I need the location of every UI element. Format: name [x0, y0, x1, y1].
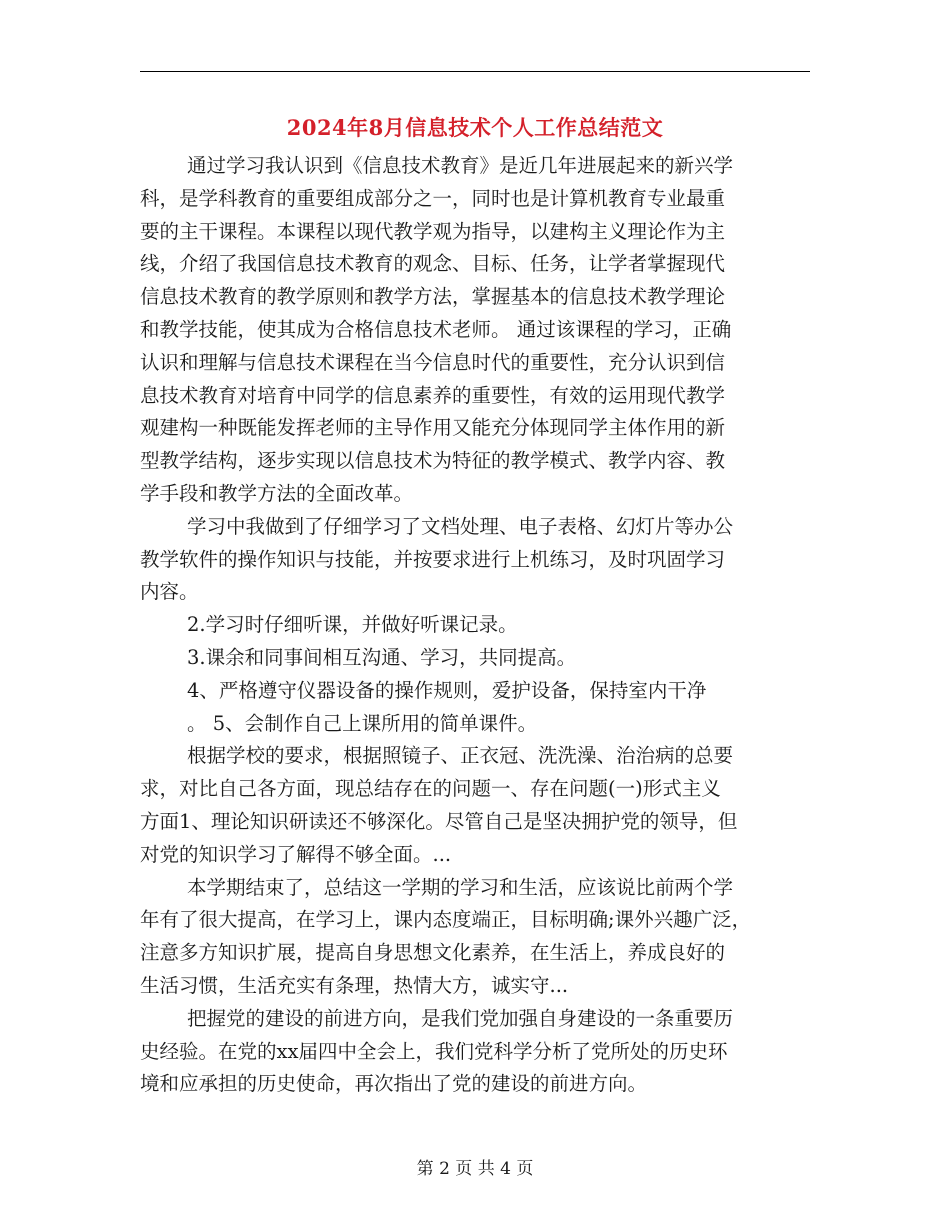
text-line: 信息技术教育的教学原则和教学方法，掌握基本的信息技术教学理论 — [140, 285, 726, 309]
text-line: 教学软件的操作知识与技能，并按要求进行上机练习，及时巩固学习 — [140, 547, 726, 571]
text-line: 本学期结束了，总结这一学期的学习和生活，应该说比前两个学 — [187, 875, 734, 899]
text-line: 学习中我做到了仔细学习了文档处理、电子表格、幻灯片等办公 — [187, 514, 734, 538]
text-line: 要的主干课程。本课程以现代教学观为指导，以建构主义理论作为主 — [140, 219, 726, 243]
text-line: 方面1、理论知识研读还不够深化。尽管自己是坚决拥护党的领导，但 — [140, 809, 738, 833]
text-line: 通过学习我认识到《信息技术教育》是近几年进展起来的新兴学 — [187, 154, 734, 177]
text-line: 观建构一种既能发挥老师的主导作用又能充分体现同学主体作用的新 — [140, 416, 726, 440]
text-line: 学手段和教学方法的全面改革。 — [140, 481, 414, 505]
text-line: 4、严格遵守仪器设备的操作规则，爱护设备，保持室内干净 — [187, 678, 707, 702]
text-line: 科，是学科教育的重要组成部分之一，同时也是计算机教育专业最重 — [140, 186, 726, 210]
text-line: 认识和理解与信息技术课程在当今信息时代的重要性，充分认识到信 — [140, 350, 726, 374]
text-line: 境和应承担的历史使命，再次指出了党的建设的前进方向。 — [140, 1072, 648, 1096]
text-line: 年有了很大提高，在学习上，课内态度端正，目标明确;课外兴趣广泛， — [140, 908, 752, 932]
text-line: 对党的知识学习了解得不够全面。... — [140, 842, 452, 866]
text-line: 2.学习时仔细听课，并做好听课记录。 — [187, 613, 518, 637]
text-line: 。 5、会制作自己上课所用的简单课件。 — [187, 711, 538, 735]
document-body — [140, 150, 810, 1101]
text-line: 和教学技能，使其成为合格信息技术老师。 通过该课程的学习，正确 — [140, 317, 732, 341]
document-title: 2024年8月信息技术个人工作总结范文 — [286, 115, 664, 140]
text-line: 息技术教育对培育中同学的信息素养的重要性，有效的运用现代教学 — [140, 383, 726, 407]
text-line: 根据学校的要求，根据照镜子、正衣冠、洗洗澡、治治病的总要 — [187, 744, 734, 768]
text-line: 内容。 — [140, 580, 199, 604]
text-line: 型教学结构，逐步实现以信息技术为特征的教学模式、教学内容、教 — [140, 449, 726, 473]
text-line: 生活习惯，生活充实有条理，热情大方，诚实守... — [140, 973, 569, 997]
text-line: 史经验。在党的xx届四中全会上，我们党科学分析了党所处的历史环 — [140, 1039, 728, 1063]
text-line: 把握党的建设的前进方向，是我们党加强自身建设的一条重要历 — [187, 1006, 734, 1030]
text-line: 求，对比自己各方面，现总结存在的问题一、存在问题(一)形式主义 — [140, 777, 721, 801]
text-line: 线，介绍了我国信息技术教育的观念、目标、任务，让学者掌握现代 — [140, 252, 726, 276]
text-line: 注意多方知识扩展，提高自身思想文化素养，在生活上，养成良好的 — [140, 941, 726, 965]
text-line: 3.课余和同事间相互沟通、学习，共同提高。 — [187, 645, 577, 669]
page-number: 第 2 页 共 4 页 — [416, 1159, 534, 1179]
header-rule — [140, 71, 810, 72]
